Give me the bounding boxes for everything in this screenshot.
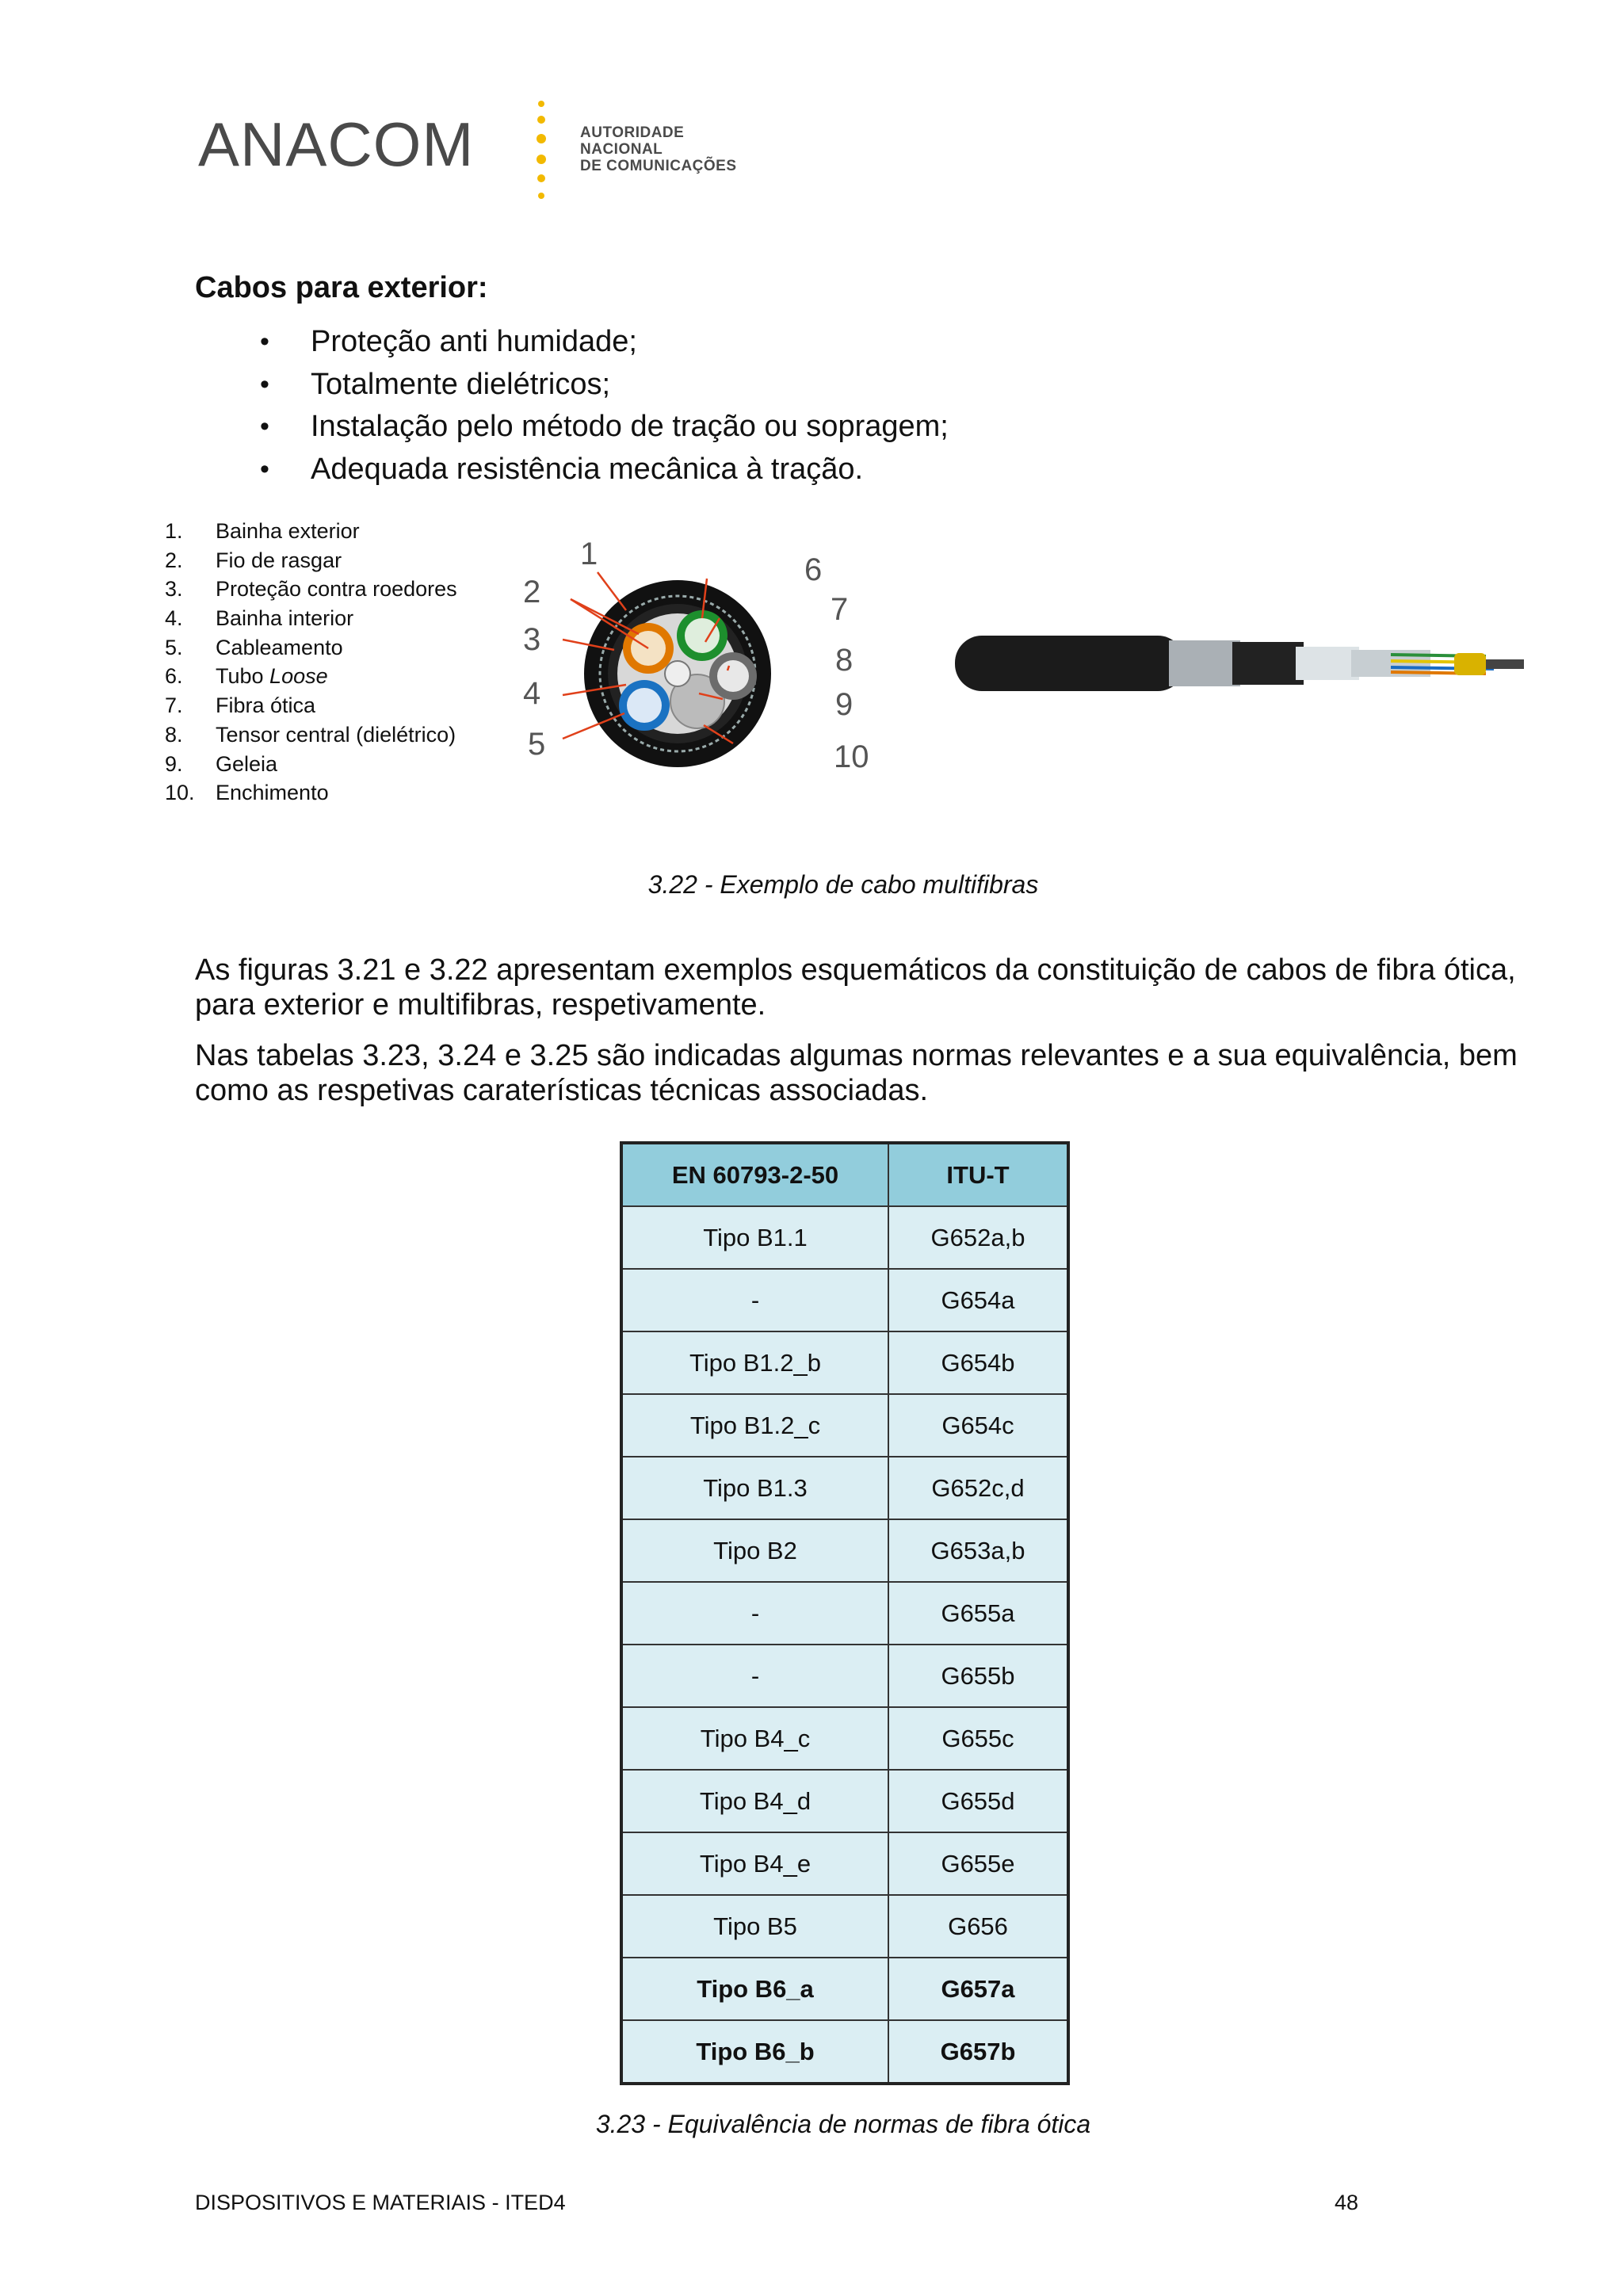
footer-title: DISPOSITIVOS E MATERIAIS - ITED4	[195, 2191, 566, 2214]
bullet-item	[260, 406, 949, 449]
legend-text: Bainha interior	[216, 606, 354, 631]
legend-item	[165, 778, 457, 808]
legend-number: 3.	[165, 577, 183, 602]
legend-item	[165, 633, 457, 663]
table-cell: -	[621, 1582, 888, 1645]
legend-text: Bainha exterior	[216, 519, 360, 543]
legend-number: 7.	[165, 693, 183, 718]
table-cell: Tipo B1.2_b	[621, 1331, 888, 1394]
logo-dots-icon	[529, 99, 553, 202]
table-cell: G657a	[888, 1958, 1068, 2020]
legend-text: Geleia	[216, 751, 278, 776]
legend-number: 9.	[165, 751, 183, 776]
legend-number: 4.	[165, 606, 183, 631]
legend-text: Enchimento	[216, 781, 329, 805]
logo-wordmark: ANACOM	[198, 109, 475, 179]
legend-text: Tubo	[216, 664, 270, 689]
section-heading: Cabos para exterior:	[195, 271, 488, 304]
table-cell: G656	[888, 1895, 1068, 1958]
logo-subtitle-line: NACIONAL	[580, 141, 663, 158]
diagram-label: 9	[835, 687, 854, 722]
bullet-text: Instalação pelo método de tração ou sopragem;	[311, 410, 949, 443]
diagram-label: 10	[834, 739, 869, 774]
table-cell: G655c	[888, 1707, 1068, 1770]
cable-cross-section-diagram	[515, 531, 896, 800]
diagram-label: 7	[831, 592, 849, 627]
table-row	[621, 1206, 1068, 1269]
bullet-item	[260, 364, 949, 407]
table-row	[621, 1519, 1068, 1582]
cable-body	[584, 580, 771, 767]
table-cell: G655a	[888, 1582, 1068, 1645]
legend-item	[165, 604, 457, 633]
diagram-label: 4	[523, 676, 541, 711]
table-caption: 3.23 - Equivalência de normas de fibra ótica	[595, 2110, 1091, 2138]
table-cell: G654a	[888, 1269, 1068, 1331]
anacom-logo	[198, 91, 737, 210]
table-row	[621, 1582, 1068, 1645]
cable-photo-illustration	[947, 602, 1533, 721]
bullet-icon: •	[260, 369, 269, 399]
body-paragraph: As figuras 3.21 e 3.22 apresentam exemplos esquemáticos da constituição de cabos de fibra ótica, para exterior e multifibras, respetivamente.	[195, 953, 1516, 1022]
table-row	[621, 1895, 1068, 1958]
table-cell: -	[621, 1645, 888, 1707]
table-row	[621, 1958, 1068, 2020]
bullet-text: Proteção anti humidade;	[311, 325, 637, 358]
legend-item	[165, 575, 457, 604]
legend-number: 6.	[165, 664, 183, 689]
table-cell: Tipo B1.1	[621, 1206, 888, 1269]
page-number: 48	[1335, 2191, 1359, 2214]
legend-number: 1.	[165, 519, 183, 543]
bullet-text: Adequada resistência mecânica à tração.	[311, 452, 864, 486]
legend-number: 2.	[165, 548, 183, 572]
table-header-cell: ITU-T	[888, 1143, 1068, 1206]
bullet-item	[260, 449, 949, 491]
table-cell: G652a,b	[888, 1206, 1068, 1269]
legend-text: Cableamento	[216, 635, 343, 659]
legend-text: Fibra ótica	[216, 693, 316, 718]
bullet-list	[260, 321, 949, 491]
diagram-label: 5	[528, 727, 546, 762]
bullet-text: Totalmente dielétricos;	[311, 367, 611, 401]
bullet-item	[260, 321, 949, 364]
diagram-label: 3	[523, 622, 541, 657]
table-row	[621, 1394, 1068, 1457]
logo-subtitle-line: DE COMUNICAÇÕES	[580, 158, 737, 174]
table-cell: G653a,b	[888, 1519, 1068, 1582]
table-cell: Tipo B4_c	[621, 1707, 888, 1770]
legend-item	[165, 662, 457, 691]
bullet-icon: •	[260, 411, 269, 441]
bullet-icon: •	[260, 453, 269, 484]
body-paragraph: Nas tabelas 3.23, 3.24 e 3.25 são indicadas algumas normas relevantes e a sua equivalência, bem como as respetivas caraterísticas técnicas associadas.	[195, 1039, 1518, 1107]
legend-text-italic: Loose	[269, 664, 328, 689]
figure-caption: 3.22 - Exemplo de cabo multifibras	[647, 870, 1039, 899]
table-row	[621, 2020, 1068, 2084]
table-cell: Tipo B6_a	[621, 1958, 888, 2020]
norms-equivalence-table	[620, 1141, 1070, 2085]
table-row	[621, 1832, 1068, 1895]
bullet-icon: •	[260, 327, 269, 357]
cable-legend	[165, 517, 457, 808]
table-row	[621, 1770, 1068, 1832]
legend-item	[165, 517, 457, 546]
table-cell: G655e	[888, 1832, 1068, 1895]
table-row	[621, 1331, 1068, 1394]
legend-item	[165, 546, 457, 575]
table-cell: Tipo B4_d	[621, 1770, 888, 1832]
diagram-label: 8	[835, 643, 854, 678]
table-cell: Tipo B4_e	[621, 1832, 888, 1895]
table-header-row	[621, 1143, 1068, 1206]
table-cell: G654b	[888, 1331, 1068, 1394]
table-cell: Tipo B5	[621, 1895, 888, 1958]
table-cell: G652c,d	[888, 1457, 1068, 1519]
table-cell: Tipo B6_b	[621, 2020, 888, 2084]
legend-item	[165, 720, 457, 750]
legend-text: Tensor central (dielétrico)	[216, 722, 456, 747]
table-cell: G655d	[888, 1770, 1068, 1832]
diagram-label: 1	[580, 537, 598, 571]
diagram-label: 2	[523, 575, 541, 609]
diagram-label: 6	[804, 552, 823, 587]
logo-subtitle-line: AUTORIDADE	[580, 124, 685, 141]
legend-item	[165, 750, 457, 779]
table-row	[621, 1457, 1068, 1519]
table-row	[621, 1707, 1068, 1770]
table-cell: G657b	[888, 2020, 1068, 2084]
table-cell: G654c	[888, 1394, 1068, 1457]
legend-number: 10.	[165, 781, 195, 805]
legend-text: Fio de rasgar	[216, 548, 342, 572]
table-row	[621, 1645, 1068, 1707]
table-row	[621, 1269, 1068, 1331]
table-header-cell: EN 60793-2-50	[621, 1143, 888, 1206]
logo-subtitle	[580, 124, 737, 174]
table-cell: G655b	[888, 1645, 1068, 1707]
legend-text: Proteção contra roedores	[216, 577, 457, 602]
legend-number: 5.	[165, 635, 183, 659]
table-cell: Tipo B1.3	[621, 1457, 888, 1519]
legend-item	[165, 691, 457, 720]
table-cell: Tipo B1.2_c	[621, 1394, 888, 1457]
table-cell: -	[621, 1269, 888, 1331]
table-cell: Tipo B2	[621, 1519, 888, 1582]
legend-number: 8.	[165, 722, 183, 747]
